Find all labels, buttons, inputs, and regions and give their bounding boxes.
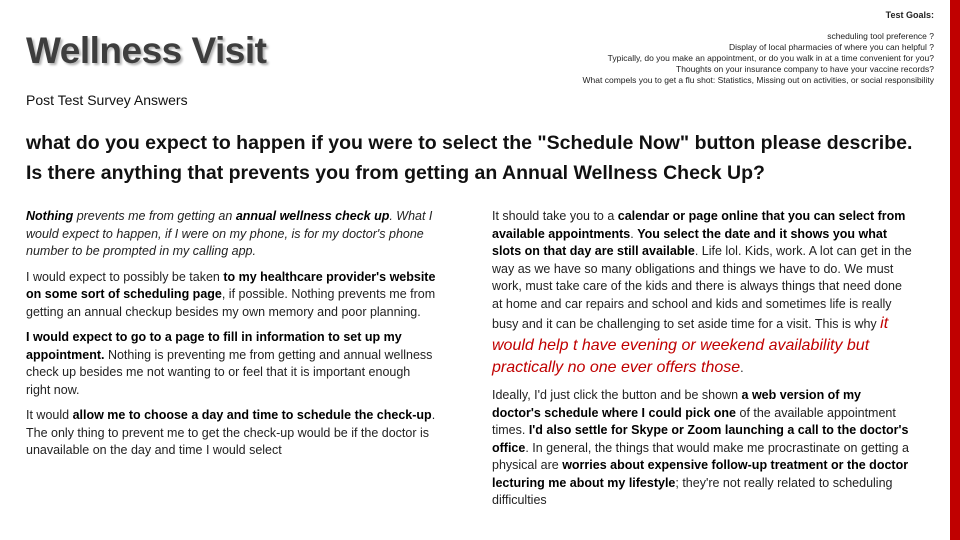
answer-4-text: It would: [26, 408, 73, 422]
answer-1-text: prevents me from getting an: [73, 209, 236, 223]
answer-5-text: It should take you to a: [492, 209, 618, 223]
answer-1: [26, 208, 438, 261]
answer-5-emphasis: You select the date and it shows you what slots on that day are still available: [492, 226, 887, 258]
answer-5: [492, 208, 912, 379]
answer-5-text: .: [740, 361, 744, 375]
answer-6-text: Ideally, I'd just click the button and be shown: [492, 388, 742, 402]
test-goals: [514, 10, 934, 86]
answers-right-column: [492, 208, 912, 518]
test-goal-item: scheduling tool preference ?: [827, 31, 934, 41]
answer-4-text: . The only thing to prevent me to get the check-up would be if the doctor is unavailable on the day and time I would select: [26, 408, 436, 457]
test-goal-item: Thoughts on your insurance company to have your vaccine records?: [676, 64, 934, 74]
answer-6-text: . In general, the things that would make me procrastinate on getting a physical are: [492, 440, 909, 472]
page-subtitle: Post Test Survey Answers: [26, 92, 188, 108]
answer-3: [26, 329, 438, 399]
answer-5-red-emphasis: it would help t have evening or weekend availability but practically no one ever offers those: [492, 315, 889, 376]
test-goal-item: Display of local pharmacies of where you can helpful ?: [728, 42, 934, 52]
answer-4: [26, 407, 438, 460]
answer-5-text: . Life lol. Kids, work. A lot can get in the way as we have so many obligations and things we have to do. We must work, must take care of the kids and there is always things that need done at home and car repairs and school and kids and sometimes life is really busy and it can be challenging to set aside time for a visit. This is why: [492, 244, 912, 331]
answer-2-emphasis: to my healthcare provider's website on some sort of scheduling page: [26, 269, 436, 301]
answer-6-emphasis: a web version of my doctor's schedule where I could pick one: [492, 388, 862, 420]
answer-6-emphasis: worries about expensive follow-up treatment or the doctor lecturing me about my lifestyle: [492, 458, 909, 490]
accent-bar: [950, 0, 960, 540]
survey-question: what do you expect to happen if you were to select the "Schedule Now" button please describe. Is there anything that prevents you from getting an Annual Wellness Check Up?: [26, 132, 913, 184]
answer-1-emphasis: annual wellness check up: [235, 209, 390, 223]
answer-2-text: , if possible. Nothing prevents me from getting an annual checkup besides my own memory and poor planning.: [26, 287, 436, 319]
answer-6: [492, 387, 912, 510]
answer-6-text: ; they're not really related to scheduling difficulties: [492, 475, 893, 507]
page-title: Wellness Visit: [26, 30, 267, 71]
answer-2: [26, 269, 438, 322]
answers-left-column: [26, 208, 438, 468]
answer-3-emphasis: I would expect to go to a page to fill in information to set up my appointment.: [26, 330, 402, 362]
answer-3-text: Nothing is preventing me from getting and annual wellness check up besides me not wanting to or feel that it is important enough right now.: [26, 347, 433, 397]
answer-6-emphasis: I'd also settle for Skype or Zoom launching a call to the doctor's office: [492, 423, 909, 455]
answer-4-emphasis: allow me to choose a day and time to schedule the check-up: [72, 408, 432, 422]
answer-2-text: I would expect to possibly be taken: [26, 269, 224, 284]
test-goal-item: What compels you to get a flu shot: Statistics, Missing out on activities, or social responsibility: [582, 75, 934, 85]
answer-1-emphasis: Nothing: [26, 209, 74, 223]
test-goals-title: Test Goals:: [885, 10, 934, 20]
answer-5-emphasis: calendar or page online that you can select from available appointments: [492, 209, 906, 241]
answer-1-text: . What I would expect to happen, if I were on my phone, is for my doctor's phone number to be prompted in my calling app.: [26, 209, 433, 258]
test-goal-item: Typically, do you make an appointment, or do you walk in at a time convenient for you?: [607, 53, 934, 63]
answer-6-text: of the available appointment times.: [492, 405, 896, 437]
answer-5-text: .: [630, 226, 638, 241]
